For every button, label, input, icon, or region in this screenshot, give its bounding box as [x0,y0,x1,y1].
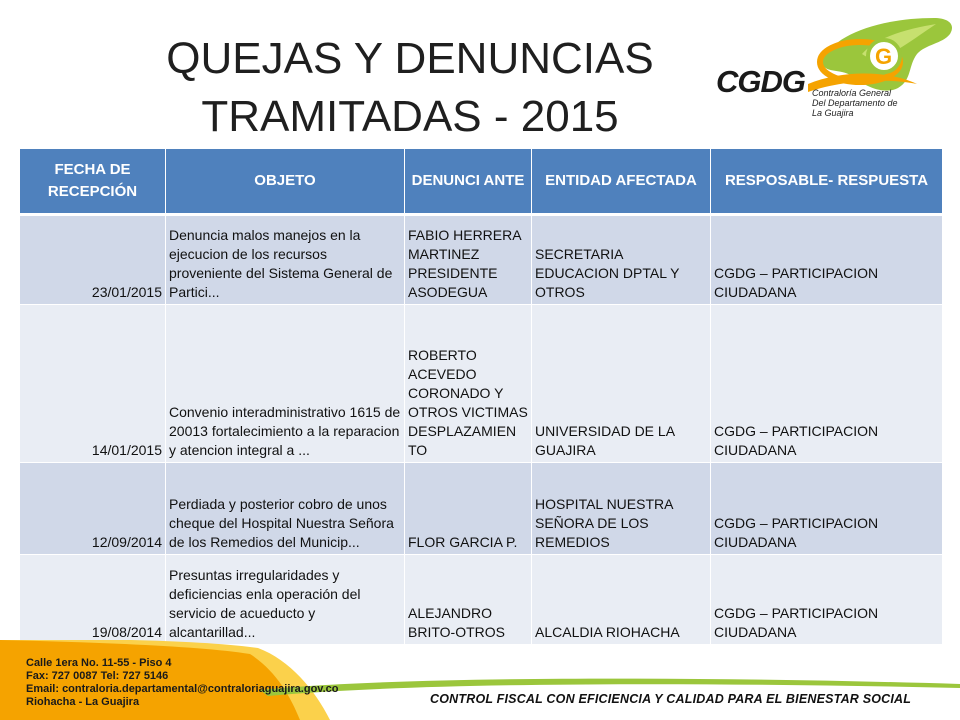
column-header-denunciante: DENUNCI ANTE [405,149,532,215]
cell-fecha: 23/01/2015 [20,215,166,305]
logo-subtitle-line-3: La Guajira [812,108,854,118]
cell-denunciante: FLOR GARCIA P. [405,463,532,555]
cell-responsable: CGDG – PARTICIPACION CIUDADANA [711,555,943,645]
column-header-entidad: ENTIDAD AFECTADA [532,149,711,215]
cell-objeto: Convenio interadministrativo 1615 de 20013 fortalecimiento a la reparacion y atencion integral a ... [166,305,405,463]
title-line-2: TRAMITADAS - 2015 [201,92,619,141]
cell-objeto: Perdiada y posterior cobro de unos cheque del Hospital Nuestra Señora de los Remedios del Municip... [166,463,405,555]
cell-entidad: ALCALDIA RIOHACHA [532,555,711,645]
cell-fecha: 14/01/2015 [20,305,166,463]
cell-objeto: Presuntas irregularidades y deficiencias enla operación del servicio de acueducto y alcantarillad... [166,555,405,645]
table-row [20,555,943,645]
cell-denunciante: ROBERTO ACEVEDO CORONADO Y OTROS VICTIMAS DESPLAZAMIEN TO [405,305,532,463]
address-line-4: Riohacha - La Guajira [26,696,140,708]
address-line-2: Fax: 727 0087 Tel: 727 5146 [26,670,169,682]
address-line-1: Calle 1era No. 11-55 - Piso 4 [26,657,172,669]
footer-address [26,657,339,709]
cell-entidad: HOSPITAL NUESTRA SEÑORA DE LOS REMEDIOS [532,463,711,555]
cell-denunciante: ALEJANDRO BRITO-OTROS [405,555,532,645]
cell-objeto: Denuncia malos manejos en la ejecucion de los recursos proveniente del Sistema General de Partici... [166,215,405,305]
table-row [20,215,943,305]
table-row [20,463,943,555]
table-row [20,305,943,463]
cell-denunciante: FABIO HERRERA MARTINEZ PRESIDENTE ASODEGUA [405,215,532,305]
cell-entidad: UNIVERSIDAD DE LA GUAJIRA [532,305,711,463]
column-header-fecha: FECHA DE RECEPCIÓN [20,149,166,215]
title-line-1: QUEJAS Y DENUNCIAS [166,34,654,83]
column-header-objeto: OBJETO [166,149,405,215]
cell-fecha: 12/09/2014 [20,463,166,555]
cell-responsable: CGDG – PARTICIPACION CIUDADANA [711,463,943,555]
logo-subtitle-line-2: Del Departamento de [812,98,898,108]
table-header-row [20,149,943,215]
footer-slogan: CONTROL FISCAL CON EFICIENCIA Y CALIDAD PARA EL BIENESTAR SOCIAL [430,692,912,706]
cell-responsable: CGDG – PARTICIPACION CIUDADANA [711,305,943,463]
logo-acronym: CGDG [716,64,805,99]
cell-entidad: SECRETARIA EDUCACION DPTAL Y OTROS [532,215,711,305]
logo-subtitle-line-1: Contraloría General [812,88,892,98]
cell-fecha: 19/08/2014 [20,555,166,645]
svg-text:G: G [875,44,893,69]
cell-responsable: CGDG – PARTICIPACION CIUDADANA [711,215,943,305]
logo-subtitle [812,88,952,118]
slide-title [140,30,680,146]
address-line-3: Email: contraloria.departamental@contraloriaguajira.gov.co [26,683,339,695]
column-header-responsable: RESPOSABLE- RESPUESTA [711,149,943,215]
complaints-table [19,148,943,645]
